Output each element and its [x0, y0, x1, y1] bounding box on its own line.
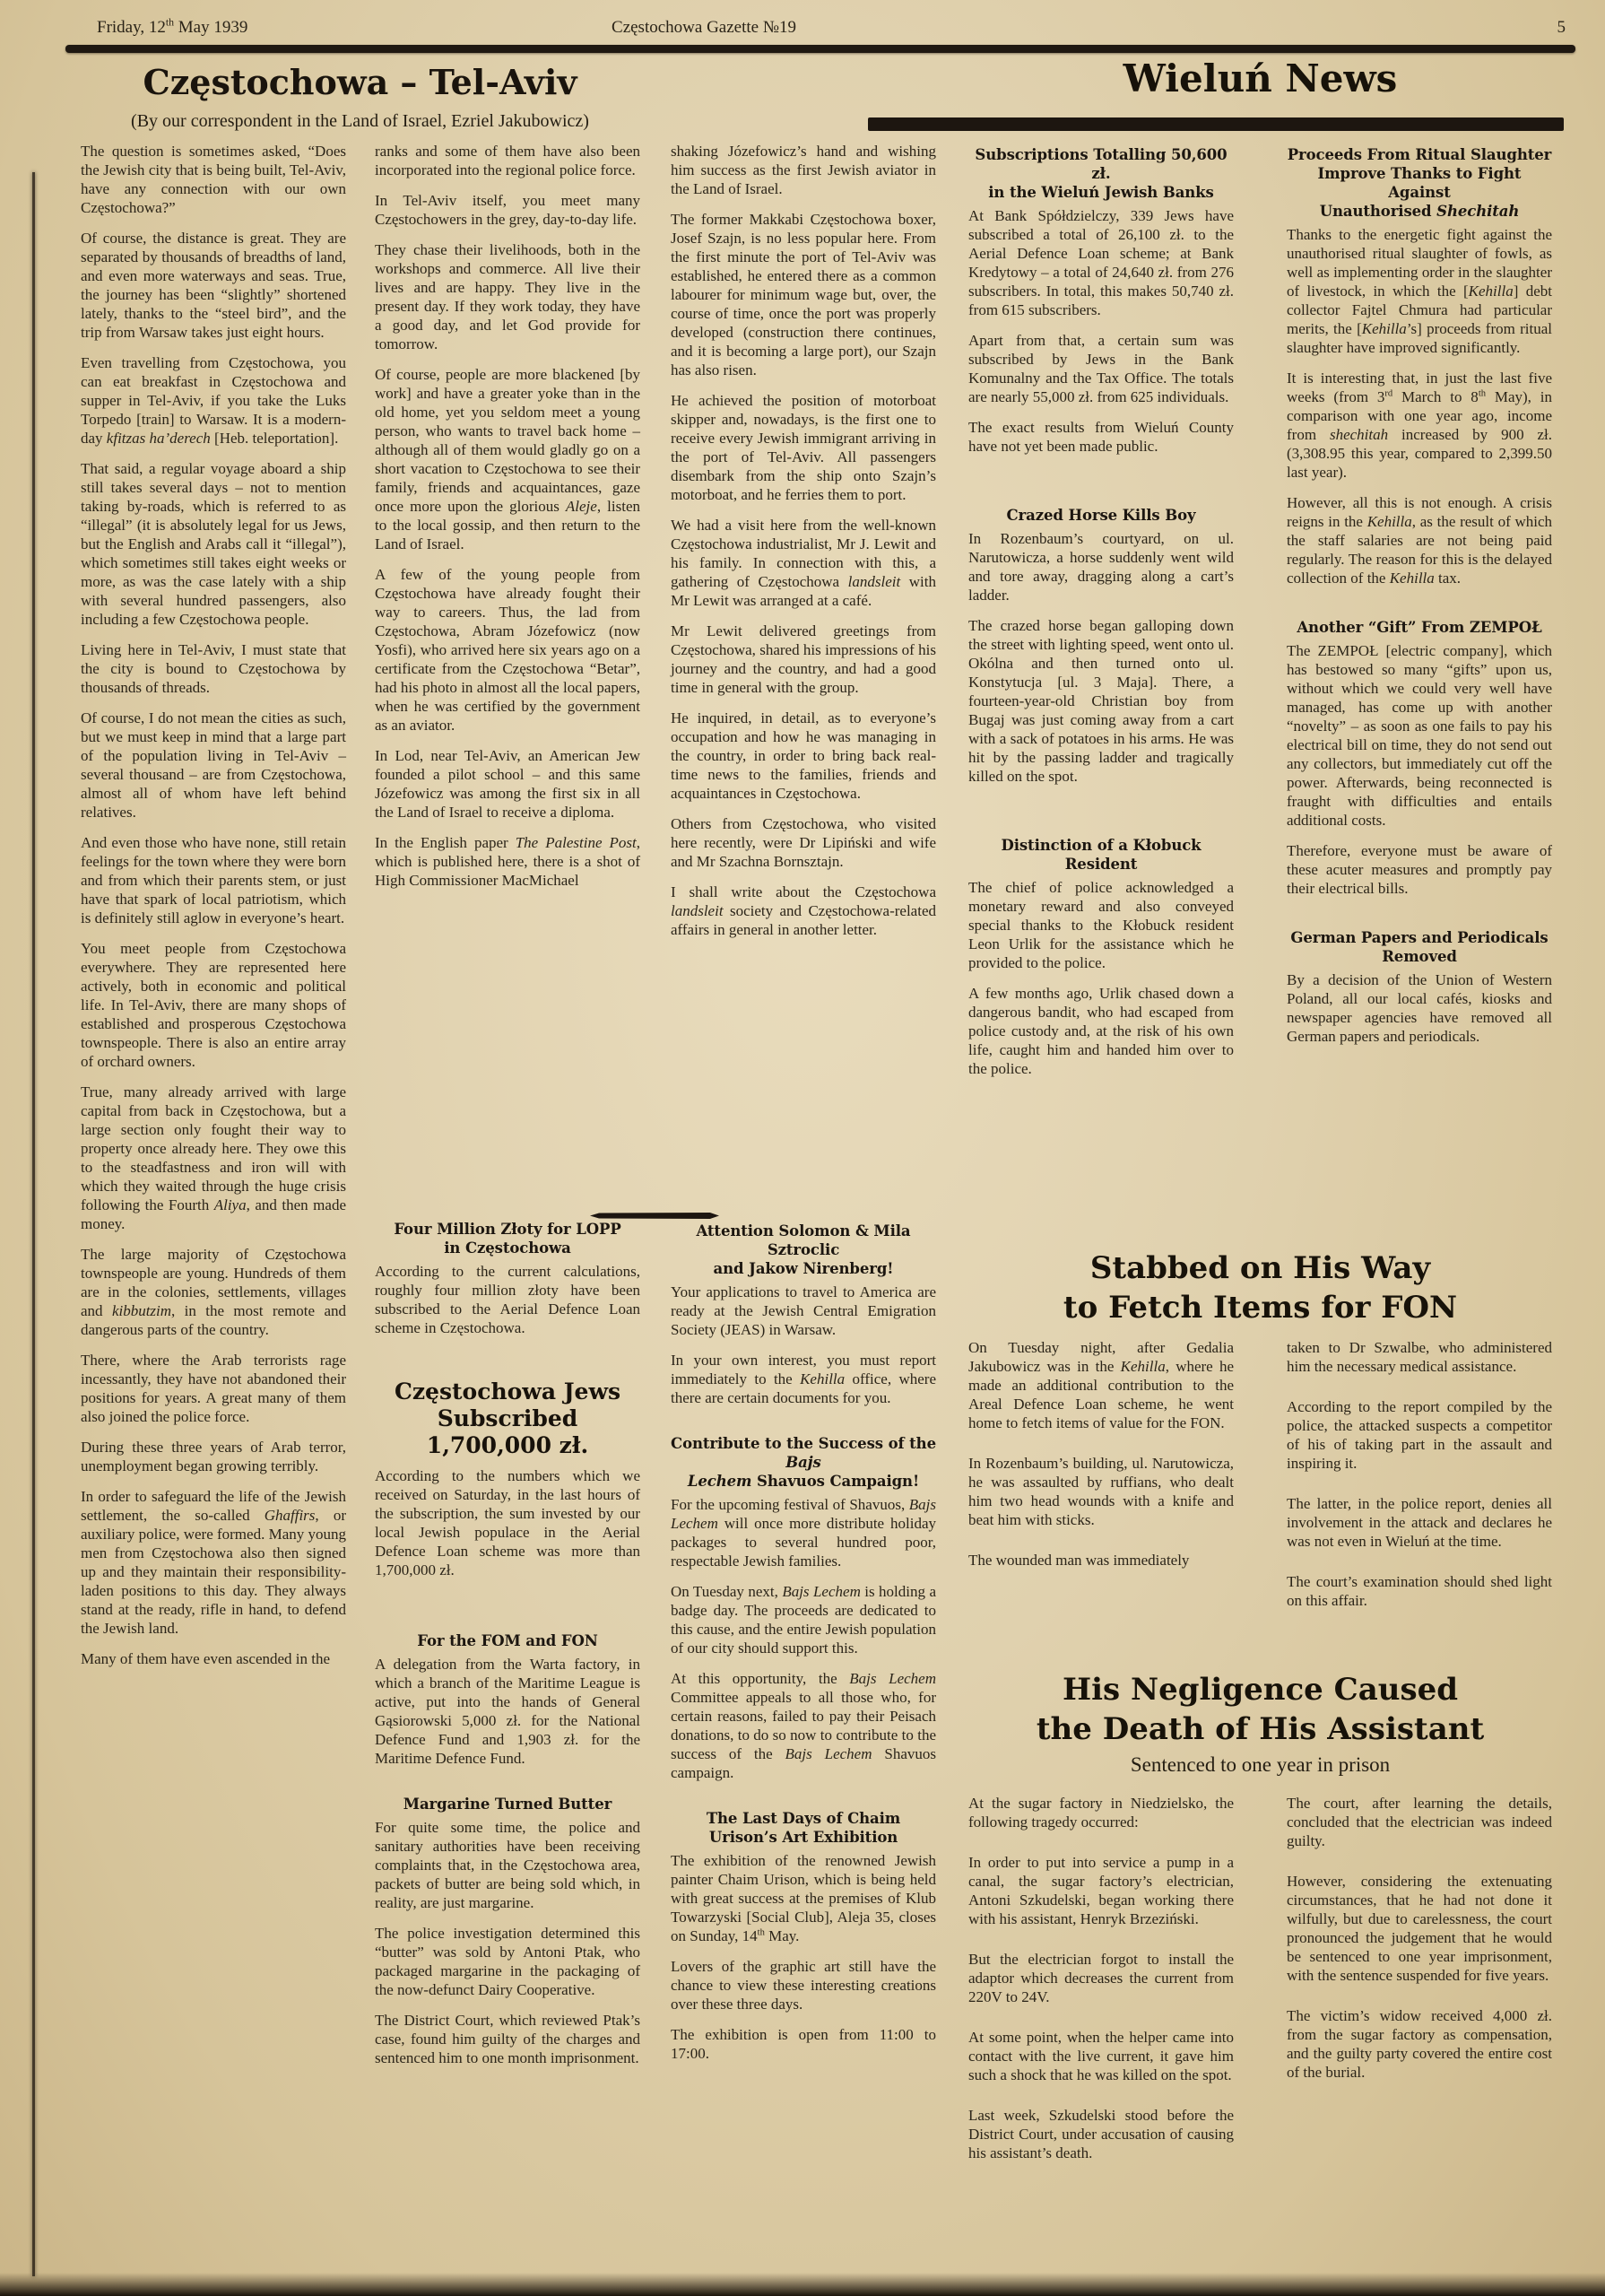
telaviv-column-3: [671, 142, 936, 951]
paragraph: In Rozenbaum’s courtyard, on ul. Narutowicza, a horse suddenly went wild and tore away, dragging along a cart’s ladder.: [968, 530, 1234, 604]
paragraph: The ZEMPOŁ [electric company], which has bestowed so many “gifts” upon us, without which we could very well have managed, has come up with another “novelty” – as soon as one fails to pay his electrical bill on time, they do not send out any collectors, but immediately cut off the power. Afterwards, being reconnected is fraught with difficulties and entails additional costs.: [1287, 642, 1552, 829]
paragraph: The exhibition of the renowned Jewish painter Chaim Urison, which is being held with great success at the premises of Klub Towarzyski [Social Club], Aleja 35, closes on Sunday, 14th May.: [671, 1852, 936, 1944]
brief-heading: Margarine Turned Butter: [403, 1796, 612, 1813]
paragraph: Your applications to travel to America are ready at the Jewish Central Emigration Society (JEAS) in Warsaw.: [671, 1283, 936, 1338]
paragraph: True, many already arrived with large capital from back in Częstochowa, but a large section only fought their way to property once already here. They owe this to the steadfastness and iron will with which they waited through the huge crisis following the Fourth Aliya, and then made money.: [81, 1083, 346, 1232]
paragraph: In your own interest, you must report immediately to the Kehilla office, where there are certain documents for you.: [671, 1352, 937, 1406]
paragraph: Even travelling from Częstochowa, you can eat breakfast in Częstochowa and supper in Tel-Aviv, if you take the Luks Torpedo [train] to Warsaw. It is a modern-day kfitzas ha’derech [Heb. teleportation].: [81, 354, 346, 447]
paragraph: Living here in Tel-Aviv, I must state that the city is bound to Częstochowa by thousands of threads.: [81, 641, 346, 696]
page-number: 5: [1557, 18, 1566, 37]
stabbed-article-column-a: [968, 1338, 1234, 1591]
paragraph: The large majority of Częstochowa townspeople are young. Hundreds of them are in the colonies, settlements, villages and kibbutzim, in the most remote and dangerous parts of the country.: [81, 1246, 346, 1338]
paragraph: Of course, the distance is great. They are separated by thousands of breadths of land, and even more waterways and seas. True, the journey has been “slightly” shortened lately, thanks to the “steel bird”, and the trip from Warsaw takes just eight hours.: [81, 230, 346, 341]
brief-heading: Four Million Złoty for LOPP in Częstochowa: [394, 1221, 621, 1257]
brief-heading: Subscriptions Totalling 50,600 zł. in the Wieluń Jewish Banks: [975, 146, 1228, 201]
paragraph: In order to put into service a pump in a canal, the sugar factory’s electrician, Antoni Szkudelski, began working there with his assistant, Henryk Brzeziński.: [968, 1854, 1234, 1927]
gazette-title: Częstochowa Gazette №19: [612, 18, 796, 37]
paragraph: That said, a regular voyage aboard a ship still takes several days – not to mention taking by-roads, which is referred to as “illegal” (it is absolutely legal for us Jews, but the English and Arabs call it “illegal”), which sometimes still takes eight weeks or more, as was the case lately with a ship with several hundred passengers, also including a few Częstochowa people.: [81, 460, 346, 628]
paragraph: For the upcoming festival of Shavuos, Bajs Lechem will once more distribute holiday packages to several hundred poor, respectable Jewish families.: [671, 1496, 936, 1570]
paragraph: In Rozenbaum’s building, ul. Narutowicza, he was assaulted by ruffians, who dealt him two head wounds with a knife and beat him with sticks.: [968, 1455, 1234, 1528]
brief-heading: Attention Solomon & Mila Sztroclic and Jakow Nirenberg!: [696, 1222, 911, 1277]
paragraph: By a decision of the Union of Western Poland, all our local cafés, kiosks and newspaper agencies have removed all German papers and periodicals.: [1287, 971, 1552, 1045]
paragraph: At the sugar factory in Niedzielsko, the following tragedy occurred:: [968, 1795, 1234, 1831]
paragraph: ranks and some of them have also been incorporated into the regional police force.: [375, 143, 640, 178]
paragraph: Mr Lewit delivered greetings from Częstochowa, shared his impressions of his journey and the country, and had a good time in general with the group.: [671, 622, 936, 696]
paragraph: In Tel-Aviv itself, you meet many Częstochowers in the grey, day-to-day life.: [375, 192, 640, 228]
paragraph: In the English paper The Palestine Post, which is published here, there is a shot of High Commissioner MacMichael: [375, 834, 640, 889]
header-rule: [65, 45, 1575, 53]
paragraph: They chase their livelihoods, both in the workshops and commerce. All live their lives and are happy. They live in the present day. If they work today, they have a good day, and let God provide for tomorrow.: [375, 241, 640, 352]
brief-heading: Proceeds From Ritual Slaughter Improve Thanks to Fight Against Unauthorised Shechitah: [1287, 146, 1552, 220]
article-end-divider: [590, 1213, 719, 1219]
paragraph: But the electrician forgot to install the adaptor which decreases the current from 220V to 24V.: [968, 1951, 1234, 2005]
negligence-article-column-a: [968, 1794, 1234, 2184]
negligence-article-column-b: [1287, 1794, 1552, 2103]
paragraph: The crazed horse began galloping down the street with lighting speed, went onto ul. Okólna and then turned onto ul. Konstytucja [ul. 3 Maja]. There, a fourteen-year-old Christian boy from Bugaj was just coming away from a cart with a sack of potatoes in his arms. He was hit by the passing ladder and tragically killed on the spot.: [968, 617, 1234, 785]
paragraph: On Tuesday night, after Gedalia Jakubowicz was in the Kehilla, where he made an additional contribution to the Areal Defence Loan scheme, he went home to fetch items of value for the FON.: [968, 1339, 1235, 1431]
negligence-article-heading: [968, 1670, 1552, 1778]
paragraph: However, all this is not enough. A crisis reigns in the Kehilla, as the result of which the staff salaries are not being paid regularly. The reason for this is the delayed collection of the Kehilla tax.: [1287, 494, 1552, 587]
paragraph: The former Makkabi Częstochowa boxer, Josef Szajn, is no less popular here. From the first minute the port of Tel-Aviv was established, he entered there as a common labourer for minimum wage but, over, the course of time, once the port was properly developed (construction there continues, and it is becoming a large port), our Szajn has also risen.: [671, 211, 936, 378]
paragraph: Last week, Szkudelski stood before the District Court, under accusation of causing his assistant’s death.: [968, 2107, 1234, 2161]
telaviv-article-subtitle: (By our correspondent in the Land of Israel, Ezriel Jakubowicz): [131, 111, 589, 131]
wielun-section-title: Wieluń News: [1123, 57, 1398, 100]
paragraph: I shall write about the Częstochowa landsleit society and Częstochowa-related affairs in general in another letter.: [671, 883, 936, 938]
paragraph: A few months ago, Urlik chased down a dangerous bandit, who had escaped from police custody and, at the risk of his own life, caught him and handed him over to the police.: [968, 985, 1234, 1077]
paragraph: The exact results from Wieluń County have not yet been made public.: [968, 419, 1234, 455]
paragraph: The court’s examination should shed light on this affair.: [1287, 1573, 1552, 1609]
paragraph: According to the report compiled by the police, the attacked suspects a competitor of his of taking part in the assault and inspiring it.: [1287, 1398, 1552, 1472]
paragraph: The victim’s widow received 4,000 zł. from the sugar factory as compensation, and the guilty party covered the entire cost of the burial.: [1287, 2007, 1552, 2081]
paragraph: We had a visit here from the well-known Częstochowa industrialist, Mr J. Lewit and his family. In connection with this, a gathering of Częstochowa landsleit with Mr Lewit was arranged at a café.: [671, 517, 936, 609]
issue-date: Friday, 12th May 1939: [97, 16, 248, 37]
paragraph: The court, after learning the details, concluded that the electrician was indeed guilty.: [1287, 1795, 1552, 1849]
stabbed-article-heading: Stabbed on His Way to Fetch Items for FON: [1063, 1250, 1458, 1326]
telaviv-column-2: [375, 142, 640, 901]
briefs-column-3: [671, 1222, 936, 2074]
paragraph: A few of the young people from Częstochowa have already fought their way to careers. Thus, the lad from Częstochowa, Abram Józefowicz (now Yosfi), who arrived here six years ago on a certificate from the Częstochowa “Betar”, had his photo in almost all the local papers, when he was certified by the government as an aviator.: [375, 566, 640, 734]
paragraph: Of course, I do not mean the cities as such, but we must keep in mind that a large part of the population living in Tel-Aviv – several thousand – are from Częstochowa, almost all of whom have left behind relatives.: [81, 709, 346, 821]
paragraph: Lovers of the graphic art still have the chance to view these interesting creations over these three days.: [671, 1958, 936, 2013]
paragraph: The latter, in the police report, denies all involvement in the attack and declares he was not even in Wieluń at the time.: [1287, 1495, 1552, 1550]
paragraph: Of course, people are more blackened [by work] and have a greater yoke than in the old home, yet you seldom meet a young person, who wants to travel back home – although all of them would gladly go on a short vacation to Częstochowa to see their family, friends and acquaintances, gaze once more upon the glorious Aleje, listen to the local gossip, and then return to the Land of Israel.: [375, 366, 640, 552]
paragraph: The chief of police acknowledged a monetary reward and also conveyed special thanks to the Kłobuck resident Leon Urlik for the assistance which he provided to the police.: [968, 879, 1234, 971]
wielun-title-rule: [868, 117, 1564, 131]
negligence-article-subtitle: Sentenced to one year in prison: [1130, 1753, 1391, 1776]
brief-heading: German Papers and Periodicals Removed: [1290, 929, 1549, 965]
paragraph: The wounded man was immediately: [968, 1552, 1190, 1569]
telaviv-article-title: Częstochowa – Tel-Aviv: [143, 62, 577, 102]
negligence-heading-lines: His Negligence Caused the Death of His Assistant: [1036, 1672, 1485, 1747]
brief-heading: Distinction of a Kłobuck Resident: [1001, 837, 1202, 873]
briefs-column-2: [375, 1220, 640, 2079]
paragraph: And even those who have none, still retain feelings for the town where they were born and from which their parents stem, or just have that spark of local patriotism, which is definitely still aglow in everyone’s heart.: [81, 834, 346, 926]
paragraph: He inquired, in detail, as to everyone’s occupation and how he was managing in the country, in order to bring back real-time news to the families, friends and acquaintances in Częstochowa.: [671, 709, 936, 802]
paragraph: For quite some time, the police and sanitary authorities have been receiving complaints that, in the Częstochowa area, packets of butter are being sold which, in reality, are just margarine.: [375, 1819, 640, 1911]
stabbed-article-column-b: [1287, 1338, 1552, 1631]
paragraph: During these three years of Arab terror, unemployment began growing terribly.: [81, 1439, 346, 1474]
paragraph: According to the numbers which we received on Saturday, in the last hours of the subscription, the sum invested by our local Jewish populace in the Aerial Defence Loan scheme was more than 1,700,000 zł.: [375, 1467, 640, 1578]
brief-heading: For the FOM and FON: [417, 1632, 598, 1649]
telaviv-column-1: [81, 142, 346, 1680]
wielun-column-2: [1287, 145, 1552, 1057]
paragraph: He achieved the position of motorboat skipper and, nowadays, is the first one to receive every Jewish immigrant arriving in the port of Tel-Aviv. All passengers disembark from the ship onto Szajn’s motorboat, and he ferries them to port.: [671, 392, 936, 503]
paragraph: In order to safeguard the life of the Jewish settlement, the so-called Ghaffirs, or auxiliary police, were formed. Many young men from Częstochowa also then signed up and they maintain their responsibility-laden positions to this day. They always stand at the ready, rifle in hand, to defend the Jewish land.: [81, 1488, 346, 1637]
paragraph: Others from Częstochowa, who visited here recently, were Dr Lipiński and wife and Mr Szachna Bornsztajn.: [671, 815, 936, 870]
paragraph: It is interesting that, in just the last five weeks (from 3rd March to 8th May), in comparison with one year ago, income from shechitah increased by 900 zł. (3,308.95 this year, compared to 2,399.50 last year).: [1287, 370, 1553, 481]
paragraph: There, where the Arab terrorists rage incessantly, they have not abandoned their positions for years. A great many of them also joined the police force.: [81, 1352, 346, 1425]
paragraph: Thanks to the energetic fight against the unauthorised ritual slaughter of fowls, as well as implementing order in the slaughter of livestock, in which the [Kehilla] debt collector Fajtel Chmura had particular merits, the [Kehilla’s] proceeds from ritual slaughter have improved significantly.: [1287, 226, 1553, 356]
paragraph: The exhibition is open from 11:00 to 17:00.: [671, 2026, 936, 2062]
paragraph: The question is sometimes asked, “Does the Jewish city that is being built, Tel-Aviv, have any connection with our own Częstochowa?”: [81, 143, 346, 216]
paragraph: On Tuesday next, Bajs Lechem is holding a badge day. The proceeds are dedicated to this cause, and the entire Jewish population of our city should support this.: [671, 1583, 936, 1657]
brief-heading: The Last Days of Chaim Urison’s Art Exhibition: [706, 1810, 901, 1846]
paragraph: At this opportunity, the Bajs Lechem Committee appeals to all those who, for certain reasons, failed to pay their Peisach donations, to do so now to contribute to the success of the Bajs Lechem Shavuos campaign.: [671, 1670, 937, 1781]
wielun-column-1: [968, 145, 1234, 1090]
brief-heading: Another “Gift” From ZEMPOŁ: [1297, 619, 1542, 636]
paragraph: You meet people from Częstochowa everywhere. They are represented here actively, both in economic and political life. In Tel-Aviv, there are many shops of established and prosperous Częstochowa townspeople. There is also an entire array of orchard owners.: [81, 940, 346, 1070]
paragraph: A delegation from the Warta factory, in which a branch of the Maritime League is active, put into the hands of General Gąsiorowski 5,000 zł. for the National Defence Fund and 1,903 zł. for the Maritime Defence Fund.: [375, 1656, 640, 1767]
brief-heading: Contribute to the Success of the Bajs Lechem Shavuos Campaign!: [671, 1435, 936, 1490]
paragraph: Many of them have even ascended in the: [81, 1650, 331, 1667]
page-bottom-shadow: [0, 2273, 1605, 2296]
page-left-edge-line: [32, 172, 35, 2276]
paragraph: Apart from that, a certain sum was subscribed by Jews in the Bank Komunalny and the Tax Office. The totals are nearly 55,000 zł. from 625 individuals.: [968, 332, 1234, 405]
paragraph: According to the current calculations, roughly four million złoty have been subscribed to the Aerial Defence Loan scheme in Częstochowa.: [375, 1263, 640, 1336]
paragraph: The District Court, which reviewed Ptak’s case, found him guilty of the charges and sentenced him to one month imprisonment.: [375, 2012, 640, 2066]
paragraph: The police investigation determined this “butter” was sold by Antoni Ptak, who packaged margarine in the packaging of the now-defunct Dairy Cooperative.: [375, 1925, 640, 1998]
paragraph: In Lod, near Tel-Aviv, an American Jew founded a pilot school – and this same Józefowicz was among the first six in all the Land of Israel to receive a diploma.: [375, 747, 640, 821]
brief-heading: Crazed Horse Kills Boy: [1006, 507, 1196, 524]
article-heading: Częstochowa Jews Subscribed 1,700,000 zł.: [394, 1378, 621, 1458]
paragraph: shaking Józefowicz’s hand and wishing him success as the first Jewish aviator in the Land of Israel.: [671, 143, 936, 197]
paragraph: taken to Dr Szwalbe, who administered him the necessary medical assistance.: [1287, 1339, 1552, 1375]
paragraph: At some point, when the helper came into contact with the live current, it gave him such a shock that he was killed on the spot.: [968, 2029, 1234, 2083]
paragraph: Therefore, everyone must be aware of these acuter measures and promptly pay their electrical bills.: [1287, 842, 1552, 897]
paragraph: However, considering the extenuating circumstances, that he had not done it wilfully, but due to carelessness, the court pronounced the judgement that he would be sentenced to one year imprisonment, with the sentence suspended for five years.: [1287, 1873, 1552, 1984]
paragraph: At Bank Spółdzielczy, 339 Jews have subscribed a total of 26,100 zł. to the Aerial Defence Loan scheme; at Bank Kredytowy – a total of 24,640 zł. from 276 subscribers. In total, this makes 50,740 zł. from 615 subscribers.: [968, 207, 1234, 318]
